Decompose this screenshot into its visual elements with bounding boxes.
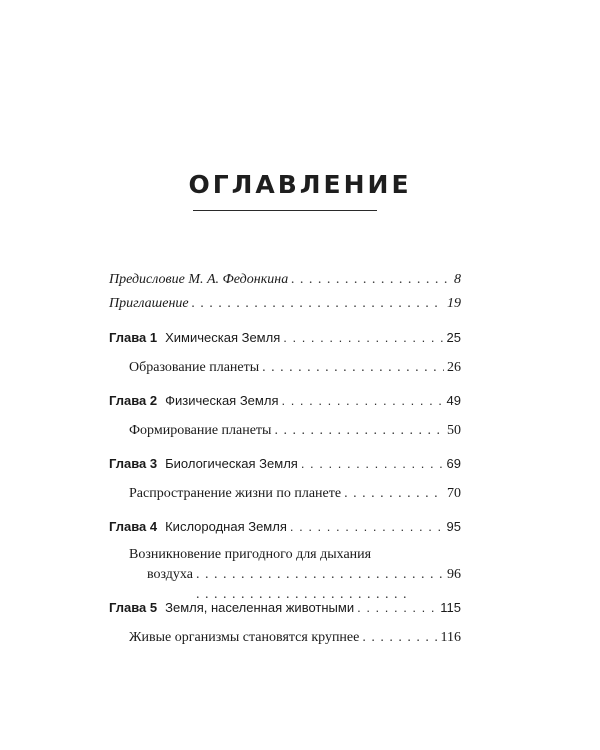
page-title: ОГЛАВЛЕНИЕ: [188, 170, 412, 199]
toc-entry-chapter-1[interactable]: [109, 328, 461, 348]
table-of-contents: [109, 270, 461, 648]
entry-label: Кислородная Земля: [165, 519, 287, 534]
chapter-number: Глава 3: [109, 456, 158, 471]
toc-entry-section[interactable]: [109, 421, 461, 441]
dot-leader: [344, 484, 444, 504]
dot-leader: [262, 358, 444, 378]
page-number: 8: [454, 272, 461, 287]
entry-label: Химическая Земля: [165, 330, 281, 345]
page-number: 25: [446, 330, 461, 345]
page-number: 96: [447, 567, 461, 582]
page-number: 70: [447, 486, 461, 501]
chapter-number: Глава 4: [109, 519, 158, 534]
toc-entry-chapter-3[interactable]: [109, 454, 461, 474]
toc-entry-section[interactable]: [109, 628, 461, 648]
entry-label-continued: воздуха: [147, 567, 193, 582]
dot-leader: [301, 454, 444, 474]
toc-entry-section[interactable]: [109, 358, 461, 378]
dot-leader: [291, 270, 451, 290]
entry-label: Живые организмы становятся крупнее: [129, 630, 360, 645]
entry-label: Формирование планеты: [129, 423, 272, 438]
page-number: 69: [446, 456, 461, 471]
entry-label: Биологическая Земля: [165, 456, 298, 471]
entry-label: Возникновение пригодного для дыхания: [129, 547, 372, 562]
entry-label: Предисловие М. А. Федонкина: [109, 272, 289, 287]
toc-entry-invitation[interactable]: [109, 294, 461, 314]
toc-entry-chapter-5[interactable]: [109, 598, 461, 618]
toc-entry-section[interactable]: [109, 484, 461, 504]
dot-leader: [362, 628, 437, 648]
page-number: 95: [446, 519, 461, 534]
toc-entry-preface[interactable]: [109, 270, 461, 290]
entry-label: Земля, населенная животными: [165, 600, 355, 615]
page-number: 26: [447, 360, 461, 375]
page-number: 49: [446, 393, 461, 408]
entry-label: Физическая Земля: [165, 393, 279, 408]
chapter-number: Глава 1: [109, 330, 158, 345]
title-underline: [193, 210, 377, 211]
page-number: 116: [440, 630, 461, 645]
toc-entry-chapter-4[interactable]: [109, 517, 461, 537]
page-number: 115: [440, 600, 461, 615]
dot-leader: [357, 598, 437, 618]
dot-leader: [283, 328, 443, 348]
toc-entry-section[interactable]: [109, 545, 461, 585]
page-number: 50: [447, 423, 461, 438]
entry-label: Образование планеты: [129, 360, 260, 375]
dot-leader: [290, 517, 444, 537]
chapter-number: Глава 5: [109, 600, 158, 615]
dot-leader: [281, 391, 443, 411]
page-number: 19: [447, 296, 461, 311]
dot-leader: [192, 294, 444, 314]
entry-label: Распространение жизни по планете: [129, 486, 342, 501]
chapter-number: Глава 2: [109, 393, 158, 408]
dot-leader: [274, 421, 444, 441]
toc-entry-chapter-2[interactable]: [109, 391, 461, 411]
entry-label: Приглашение: [109, 296, 189, 311]
